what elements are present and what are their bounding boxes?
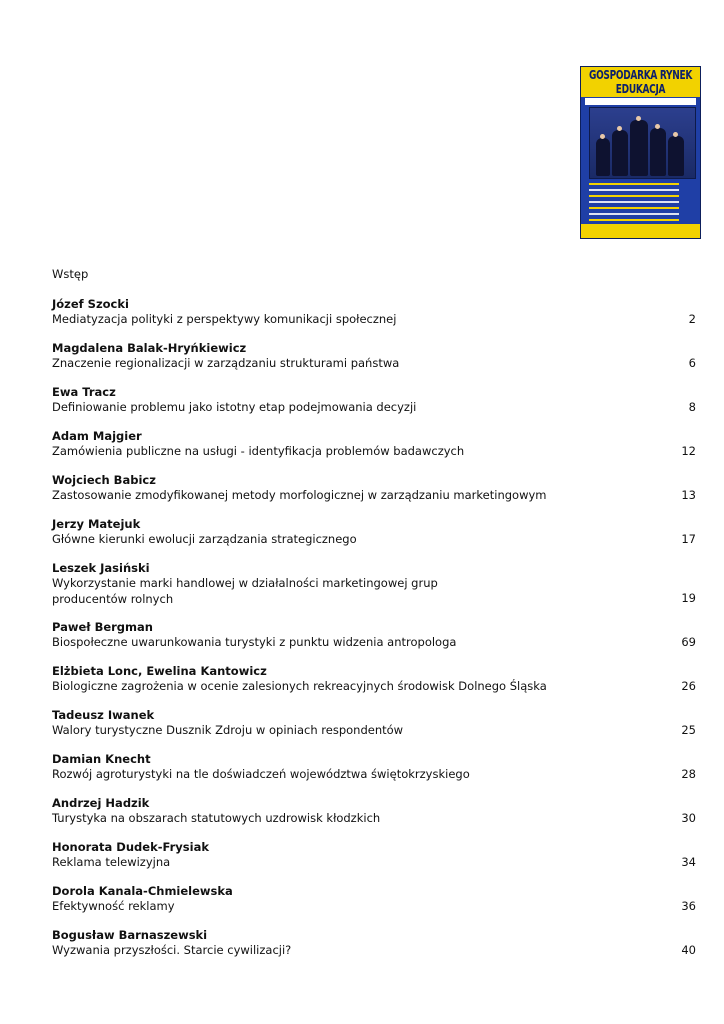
toc-page-number: 34 xyxy=(681,855,696,869)
toc-title: Biologiczne zagrożenia w ocenie zalesionych rekreacyjnych środowisk Dolnego Śląska xyxy=(52,679,547,693)
toc-page-number: 40 xyxy=(681,943,696,957)
journal-cover-image xyxy=(580,66,701,239)
toc-title: Biospołeczne uwarunkowania turystyki z punktu widzenia antropologa xyxy=(52,635,457,649)
toc-page-number: 12 xyxy=(681,444,696,458)
toc-page-number: 69 xyxy=(681,635,696,649)
toc-title: Efektywność reklamy xyxy=(52,899,175,913)
toc-author: Paweł Bergman xyxy=(52,620,153,634)
toc-author: Dorola Kanala-Chmielewska xyxy=(52,884,233,898)
toc-title: Rozwój agroturystyki na tle doświadczeń województwa świętokrzyskiego xyxy=(52,767,470,781)
toc-page-number: 26 xyxy=(681,679,696,693)
cover-title: GOSPODARKA RYNEK EDUKACJA xyxy=(588,69,692,97)
toc-title: Zamówienia publiczne na usługi - identyfikacja problemów badawczych xyxy=(52,444,465,458)
toc-page-number: 28 xyxy=(681,767,696,781)
cover-bottom-band xyxy=(581,224,700,238)
toc-title: Zastosowanie zmodyfikowanej metody morfologicznej w zarządzaniu marketingowym xyxy=(52,488,547,502)
toc-page-number: 13 xyxy=(681,488,696,502)
toc-page-number: 19 xyxy=(681,591,696,605)
toc-author: Honorata Dudek-Frysiak xyxy=(52,840,209,854)
toc-title: Główne kierunki ewolucji zarządzania strategicznego xyxy=(52,532,357,546)
toc-page-number: 25 xyxy=(681,723,696,737)
toc-title: Znaczenie regionalizacji w zarządzaniu strukturami państwa xyxy=(52,356,400,370)
cover-text-lines xyxy=(589,183,679,225)
cover-photo xyxy=(589,107,696,179)
toc-author: Andrzej Hadzik xyxy=(52,796,150,810)
toc-author: Ewa Tracz xyxy=(52,385,116,399)
toc-author: Adam Majgier xyxy=(52,429,142,443)
toc-author: Damian Knecht xyxy=(52,752,151,766)
toc-page-number: 30 xyxy=(681,811,696,825)
cover-meta-strip xyxy=(585,98,696,105)
toc-title: Wyzwania przyszłości. Starcie cywilizacji? xyxy=(52,943,292,957)
intro-heading: Wstęp xyxy=(52,267,89,281)
toc-page-number: 8 xyxy=(688,400,696,414)
toc-author: Magdalena Balak-Hryńkiewicz xyxy=(52,341,247,355)
toc-author: Józef Szocki xyxy=(52,297,129,311)
toc-author: Jerzy Matejuk xyxy=(52,517,141,531)
toc-author: Tadeusz Iwanek xyxy=(52,708,155,722)
toc-title: Turystyka na obszarach statutowych uzdrowisk kłodzkich xyxy=(52,811,381,825)
toc-title: Reklama telewizyjna xyxy=(52,855,171,869)
toc-author: Wojciech Babicz xyxy=(52,473,156,487)
toc-author: Bogusław Barnaszewski xyxy=(52,928,208,942)
toc-author: Leszek Jasiński xyxy=(52,561,150,575)
toc-page-number: 6 xyxy=(688,356,696,370)
toc-title: Walory turystyczne Dusznik Zdroju w opiniach respondentów xyxy=(52,723,404,737)
toc-page-number: 17 xyxy=(681,532,696,546)
toc-page-number: 36 xyxy=(681,899,696,913)
toc-page-number: 2 xyxy=(688,312,696,326)
toc-title: Definiowanie problemu jako istotny etap podejmowania decyzji xyxy=(52,400,417,414)
toc-author: Elżbieta Lonc, Ewelina Kantowicz xyxy=(52,664,267,678)
toc-title: Wykorzystanie marki handlowej w działalności marketingowej grup producentów rolnych xyxy=(52,576,438,606)
toc-title: Mediatyzacja polityki z perspektywy komunikacji społecznej xyxy=(52,312,397,326)
